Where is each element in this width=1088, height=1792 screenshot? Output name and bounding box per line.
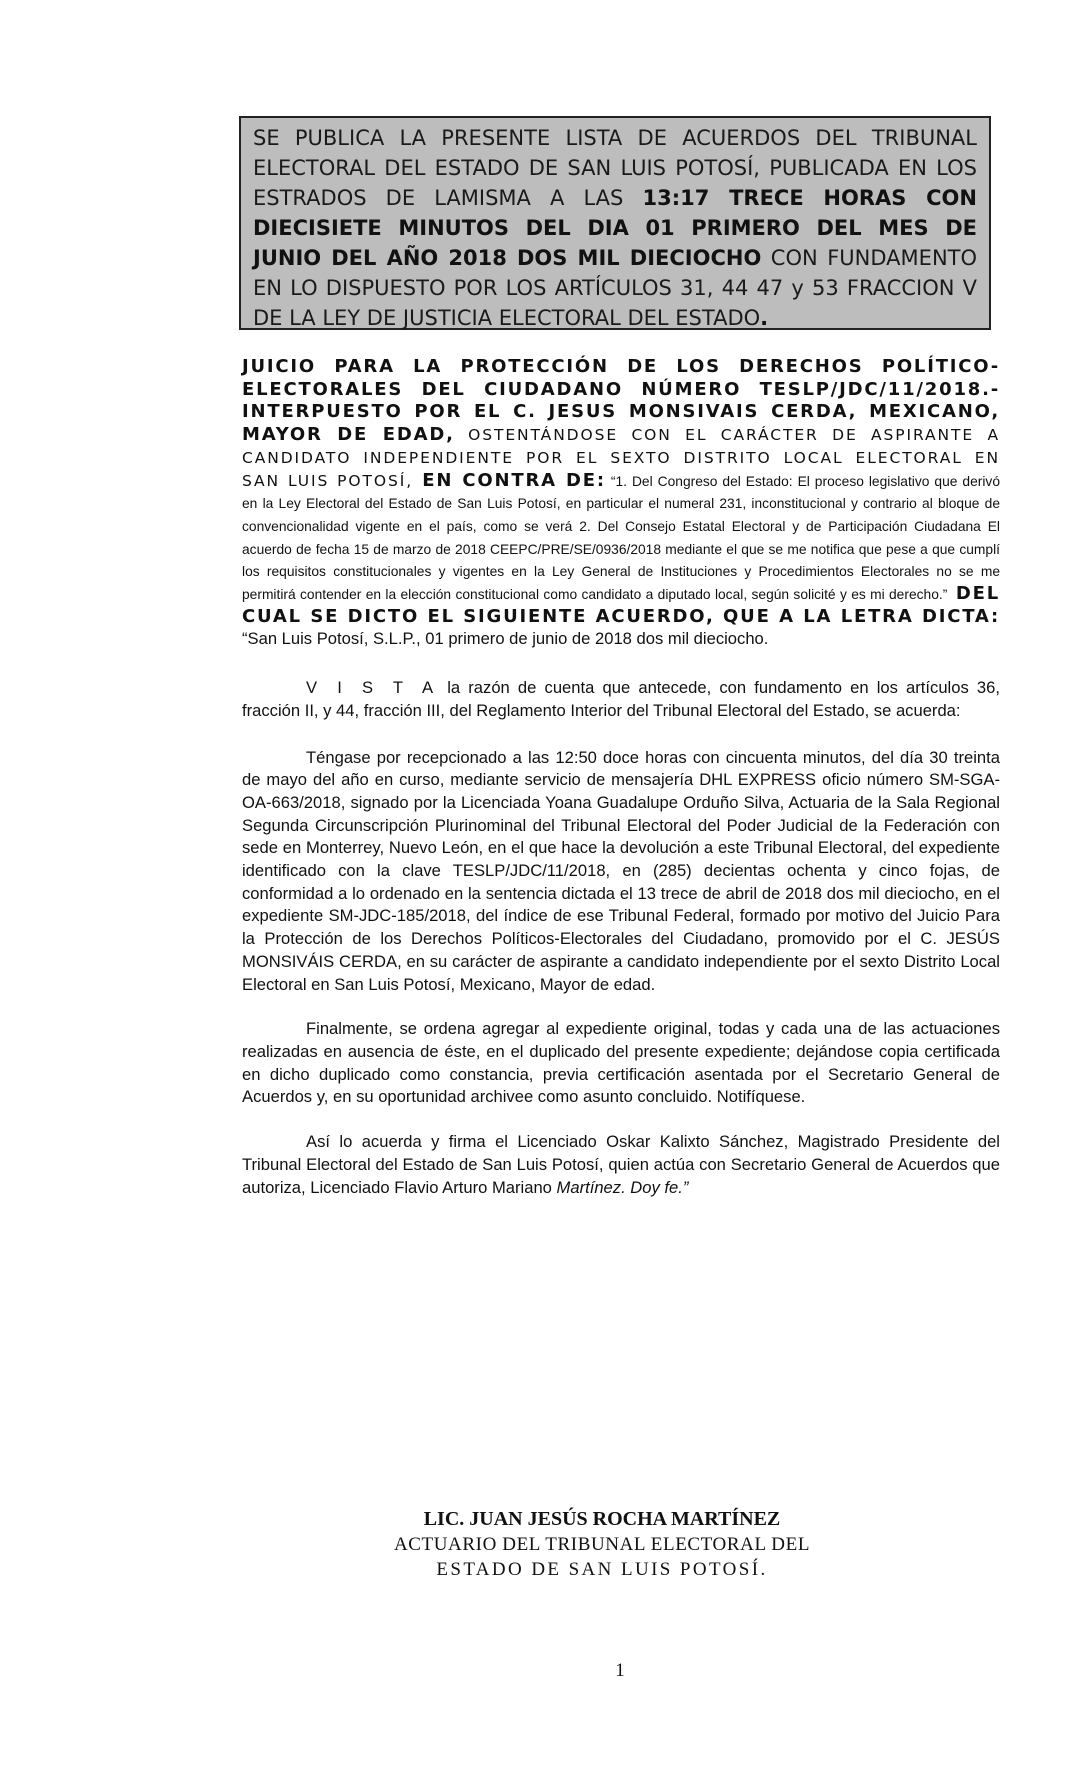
paragraph-reception: Téngase por recepcionado a las 12:50 doce horas con cincuenta minutos, del día 30 treinta de mayo del año en curso, mediante servicio de mensajería DHL EXPRESS oficio número SM-SGA-OA-663/2018, signado por la Licenciada Yoana Guadalupe Orduño Silva, Actuaria de la Sala Regional Segunda Circunscripción Plurinominal del Tribunal Electoral del Poder Judicial de la Federación con sede en Monterrey, Nuevo León, en el que hace la devolución a este Tribunal Electoral, del expediente identificado con la clave TESLP/JDC/11/2018, en (285) decientas ochenta y cinco fojas, de conformidad a lo ordenado en la sentencia dictada el 13 trece de abril de 2018 dos mil dieciocho, en el expediente SM-JDC-185/2018, del índice de ese Tribunal Federal, formado por motivo del Juicio Para la Protección de los Derechos Políticos-Electorales del Ciudadano, promovido por el C. JESÚS MONSIVÁIS CERDA, en su carácter de aspirante a candidato independiente por el sexto Distrito Local Electoral en San Luis Potosí, Mexicano, Mayor de edad. [242,747,1000,994]
publication-notice-box [239,116,991,330]
against-text: “1. Del Congreso del Estado: El proceso legislativo que derivó en la Ley Electoral del Estado de San Luis Potosí, en particular el numeral 231, inconstitucional y contrario al bloque de convencionalidad vigente en el país, como se verá 2. Del Consejo Estatal Electoral y de Participación Ciudadana El acuerdo de fecha 15 de marzo de 2018 CEEPC/PRE/SE/0936/2018 mediante el que se me notifica que pese a que cumplí los requisitos constitucionales y vigentes en la Ley General de Instituciones y Procedimientos Electorales no se me permitirá contender en la elección constitucional como candidato a diputado local, según solicité y es mi derecho.” [242,473,1000,603]
notice-text-end: CON FUNDAMENTO EN LO DISPUESTO POR LOS ARTÍCULOS 31, 44 47 y 53 FRACCION V DE LA LEY DE JUSTICIA ELECTORAL DEL ESTADO [253,246,978,330]
paragraph-order: Finalmente, se ordena agregar al expediente original, todas y cada una de las actuaciones realizadas en ausencia de éste, en el duplicado del presente expediente; dejándose copia certificada en dicho duplicado como constancia, previa certificación asentada por el Secretario General de Acuerdos y, en su oportunidad archivee como asunto concluido. Notifíquese. [242,1019,1000,1107]
notice-text-start: SE PUBLICA LA PRESENTE LISTA DE ACUERDOS DEL TRIBUNAL ELECTORAL DEL ESTADO DE SAN LUIS POTOSÍ, PUBLICADA EN LOS ESTRADOS DE LAMISMA A LAS [253,126,977,210]
signatory-text: Así lo acuerda y firma el Licenciado Oskar Kalixto Sánchez, Magistrado Presidente del Tribunal Electoral del Estado de San Luis Potosí, quien actúa con Secretario General de Acuerdos que autoriza, Licenciado Flavio Arturo Mariano [242,1132,1000,1197]
page-number: 1 [615,1660,625,1681]
document-body [242,356,1000,1199]
signatory-closing: Martínez. Doy fe.” [556,1177,689,1197]
case-summary [242,356,1000,651]
signature-block [342,1506,862,1583]
signatory-role-line2: ESTADO DE SAN LUIS POTOSÍ. [436,1559,768,1580]
case-actor-description: OSTENTÁNDOSE CON EL CARÁCTER DE ASPIRANTE A CANDIDATO INDEPENDIENTE POR EL SEXTO DISTRITO LOCAL ELECTORAL EN SAN LUIS POTOSÍ, [242,426,1001,490]
dictum-text: “San Luis Potosí, S.L.P., 01 primero de junio de 2018 dos mil dieciocho. [242,629,769,649]
dictum-label: DEL CUAL SE DICTO EL SIGUIENTE ACUERDO, QUE A LA LETRA DICTA: [242,583,1000,627]
paragraph-signatory [242,1131,1000,1199]
paragraph-vista [242,677,1000,722]
notice-time-date: 13:17 TRECE HORAS CON DIECISIETE MINUTOS DEL DIA 01 PRIMERO DEL MES DE JUNIO DEL AÑO 2018 DOS MIL DIECIOCHO [253,186,977,270]
case-heading: JUICIO PARA LA PROTECCIÓN DE LOS DERECHOS POLÍTICO-ELECTORALES DEL CIUDADANO NÚMERO TESLP/JDC/11/2018.- INTERPUESTO POR EL C. JESUS MONSIVAIS CERDA, MEXICANO, MAYOR DE EDAD, [242,356,1000,446]
signatory-role-line1: ACTUARIO DEL TRIBUNAL ELECTORAL DEL [393,1534,811,1555]
vista-text: la razón de cuenta que antecede, con fundamento en los artículos 36, fracción II, y 44, fracción III, del Reglamento Interior del Tribunal Electoral del Estado, se acuerda: [242,678,1000,720]
vista-word: V I S T A [306,678,440,698]
notice-final-period: . [760,306,769,330]
against-label: EN CONTRA DE: [413,469,606,491]
signatory-name: LIC. JUAN JESÚS ROCHA MARTÍNEZ [423,1508,781,1530]
